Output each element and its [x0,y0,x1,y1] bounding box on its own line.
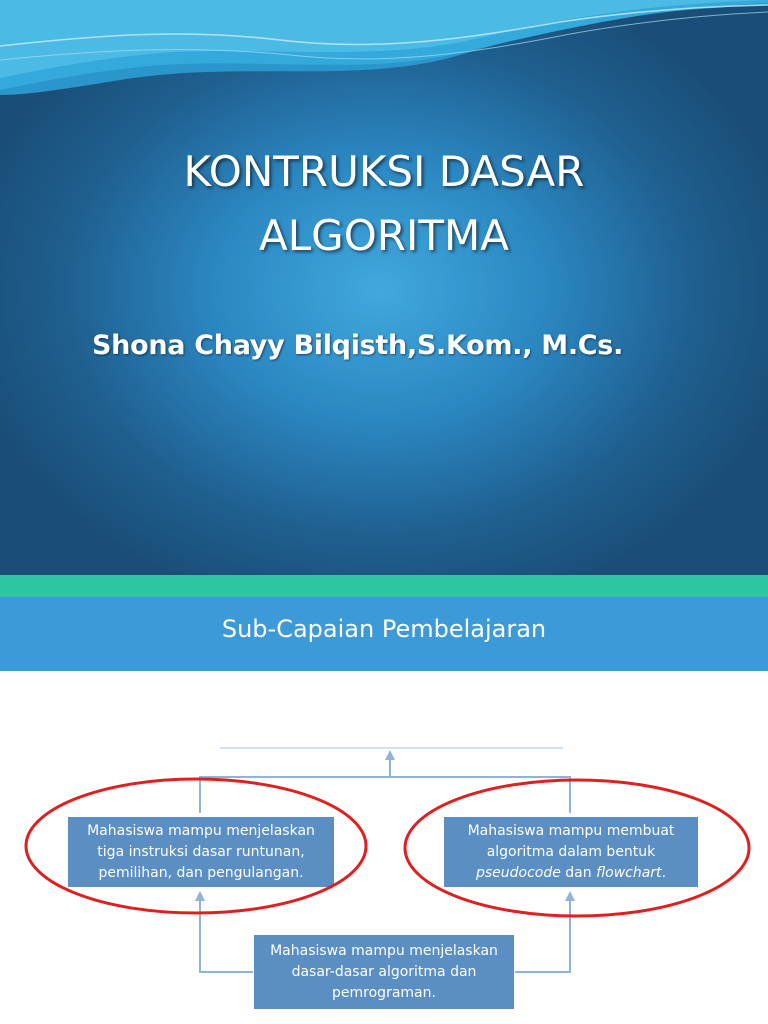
box-left-line-2: tiga instruksi dasar runtunan, [97,843,305,860]
box-right-line-2: algoritma dalam bentuk [486,843,656,860]
lower-left-arrow [200,896,253,972]
author-name: Shona Chayy Bilqisth,S.Kom., M.Cs. [92,330,624,361]
box-right-conjunction: dan [560,864,597,881]
box-right-period: . [661,864,667,881]
box-left-line-1: Mahasiswa mampu menjelaskan [87,822,315,839]
lower-right-arrow [515,896,570,972]
box-bottom-line-2: dasar-dasar algoritma dan [291,963,477,980]
box-right-line-1: Mahasiswa mampu membuat [467,822,675,839]
outcome-box-pseudocode-flowchart [444,817,698,887]
upper-connector [200,777,570,813]
learning-outcome-diagram [0,671,768,1024]
slide2-title: Sub-Capaian Pembelajaran [221,615,547,643]
box-left-line-3: pemilihan, dan pengulangan. [98,864,304,881]
box-bottom-line-3: pemrograman. [332,984,436,1001]
title-line-1: KONTRUKSI DASAR [183,147,585,196]
teal-divider-stripe [0,575,768,597]
outcome-box-basics [254,935,514,1009]
pseudocode-term: pseudocode [475,864,561,881]
flowchart-term: flowchart [596,864,662,881]
box-right-line-3 [468,863,675,884]
outcome-box-instructions [68,817,334,887]
box-bottom-line-1: Mahasiswa mampu menjelaskan [270,942,498,959]
slide-title [0,140,768,268]
title-line-2: ALGORITMA [259,211,509,260]
wave-decoration [0,0,768,95]
